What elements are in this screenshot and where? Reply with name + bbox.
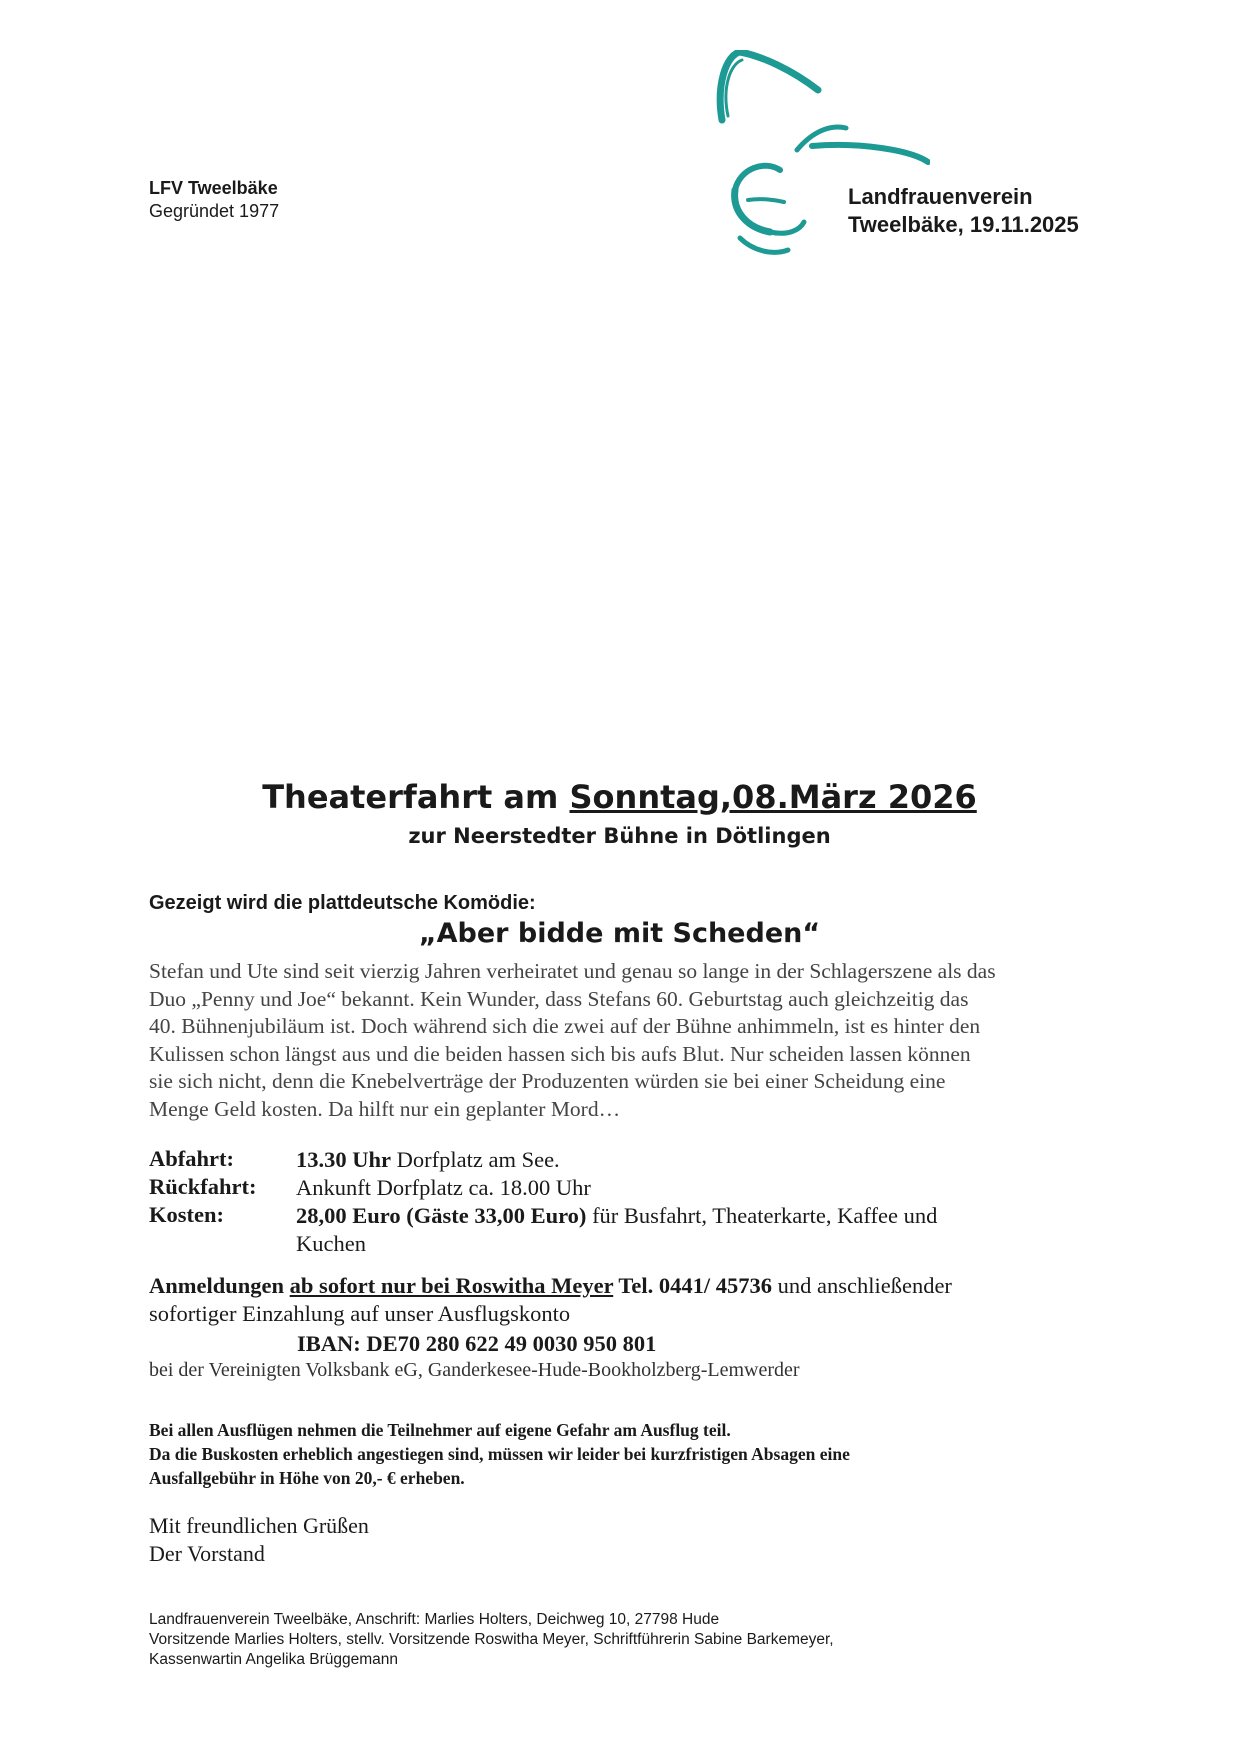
departure-label: Abfahrt:: [149, 1146, 234, 1171]
greeting: Mit freundlichen Grüßen: [149, 1513, 369, 1538]
footer-line: Vorsitzende Marlies Holters, stellv. Vorsitzende Roswitha Meyer, Schriftführerin Sabine Barkemeyer,: [149, 1631, 834, 1648]
note-line: Da die Buskosten erheblich angestiegen sind, müssen wir leider bei kurzfristigen Absagen eine: [149, 1444, 850, 1464]
signature: Der Vorstand: [149, 1541, 265, 1566]
description-line: Kulissen schon längst aus und die beiden hassen sich bis aufs Blut. Nur scheiden lassen können: [149, 1041, 971, 1066]
footer: [149, 1610, 834, 1670]
description-line: 40. Bühnenjubiläum ist. Doch während sich die zwei auf der Bühne anhimmeln, ist es hinter den: [149, 1014, 981, 1038]
description-line: Menge Geld kosten. Da hilft nur ein geplanter Mord…: [149, 1096, 621, 1121]
note-line: Bei allen Ausflügen nehmen die Teilnehmer auf eigene Gefahr am Ausflug teil.: [149, 1420, 731, 1440]
cost-label: Kosten:: [149, 1202, 224, 1227]
iban: IBAN: DE70 280 622 49 0030 950 801: [297, 1331, 657, 1356]
departure-time: 13.30 Uhr: [296, 1147, 391, 1172]
founded-year: Gegründet 1977: [149, 201, 280, 221]
departure-place: Dorfplatz am See.: [391, 1147, 560, 1172]
footer-line: Kassenwartin Angelika Brüggemann: [149, 1651, 399, 1668]
registration-text-cont: sofortiger Einzahlung auf unser Ausflugskonto: [149, 1300, 571, 1326]
event-title-prefix: Theaterfahrt am: [262, 778, 570, 816]
organization-name: LFV Tweelbäke: [149, 178, 278, 198]
cost-description-cont: Kuchen: [296, 1231, 366, 1256]
note-line: Ausfallgebühr in Höhe von 20,- € erheben.: [149, 1468, 465, 1488]
description-line: sie sich nicht, denn die Knebelverträge der Produzenten würden sie bei einer Scheidung eine: [149, 1069, 946, 1093]
registration-contact: ab sofort nur bei Roswitha Meyer: [289, 1273, 614, 1298]
notes: [149, 1418, 850, 1490]
registration-label: Anmeldungen: [149, 1273, 285, 1298]
bank-name: bei der Vereinigten Volksbank eG, Ganderkesee-Hude-Bookholzberg-Lemwerder: [149, 1359, 800, 1381]
event-title: [0, 778, 1239, 816]
play-intro: Gezeigt wird die plattdeutsche Komödie:: [149, 892, 536, 914]
header-organization: Landfrauenverein: [848, 184, 1033, 209]
registration: [149, 1272, 1109, 1327]
footer-line: Landfrauenverein Tweelbäke, Anschrift: Marlies Holters, Deichweg 10, 27798 Hude: [149, 1611, 720, 1628]
header-date: Tweelbäke, 19.11.2025: [848, 212, 1079, 237]
play-description: [149, 958, 1109, 1123]
closing: [149, 1512, 369, 1568]
cost-description: für Busfahrt, Theaterkarte, Kaffee und: [586, 1203, 938, 1228]
cost-amount: 28,00 Euro (Gäste 33,00 Euro): [296, 1203, 587, 1228]
return-label: Rückfahrt:: [149, 1174, 257, 1199]
registration-text: und anschließender: [771, 1273, 952, 1298]
play-title: „Aber bidde mit Scheden“: [418, 918, 821, 949]
event-date: Sonntag,08.März 2026: [569, 778, 977, 816]
event-subtitle: zur Neerstedter Bühne in Dötlingen: [408, 824, 831, 848]
return-value: Ankunft Dorfplatz ca. 18.00 Uhr: [296, 1175, 591, 1200]
registration-phone: Tel. 0441/ 45736: [613, 1273, 772, 1298]
description-line: Duo „Penny und Joe“ bekannt. Kein Wunder, dass Stefans 60. Geburtstag auch gleichzeitig das: [149, 986, 969, 1011]
description-line: Stefan und Ute sind seit vierzig Jahren verheiratet und genau so lange in der Schlagerszene als das: [149, 959, 996, 983]
